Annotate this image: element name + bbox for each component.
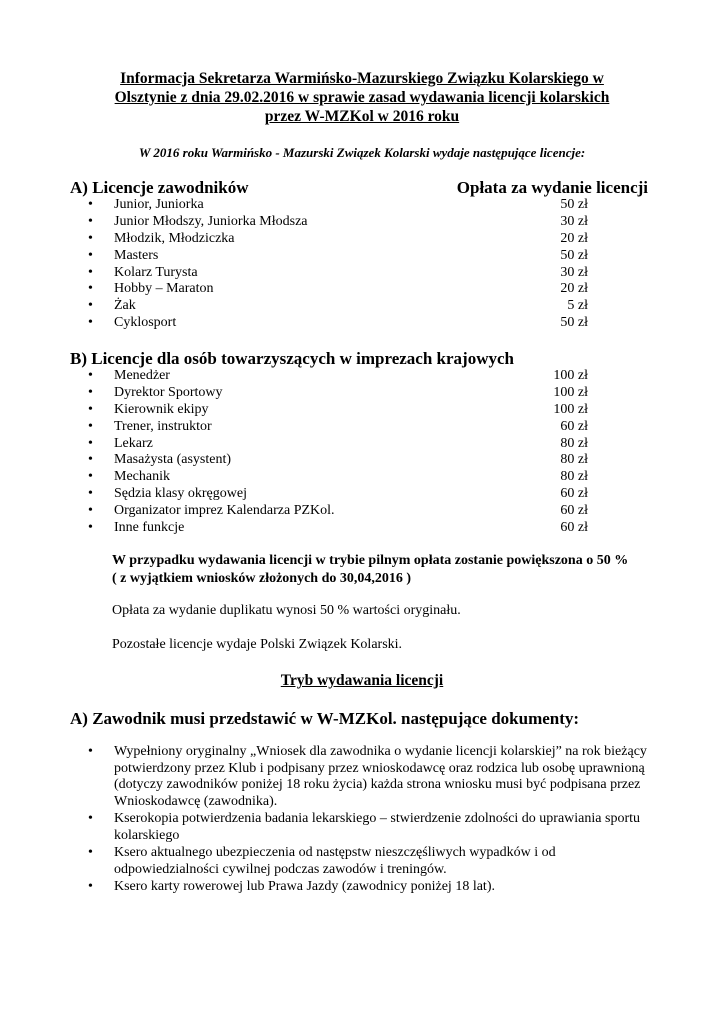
license-price: 80 zł (560, 452, 588, 468)
license-name: Dyrektor Sportowy (114, 384, 223, 400)
urgent-fee-note-line-1: W przypadku wydawania licencji w trybie pilnym opłata zostanie powiększona o 50 % (112, 553, 629, 568)
other-licenses-note: Pozostałe licencje wydaje Polski Związek Kolarski. (112, 637, 403, 652)
license-price: 60 zł (560, 486, 588, 502)
license-name: Masters (114, 247, 159, 263)
urgent-fee-note-line-2: ( z wyjątkiem wniosków złożonych do 30,04,2016 ) (112, 571, 412, 586)
list-item (88, 469, 588, 486)
list-item (88, 368, 588, 385)
list-item (88, 520, 588, 537)
license-price: 30 zł (560, 213, 588, 229)
list-item: • Wypełniony oryginalny „Wniosek dla zawodnika o wydanie licencji kolarskiej” na rok bieżący potwierdzony przez Klub i podpisany przez wnioskodawcę oraz rodzica lub osobę uprawnioną (dotyczy zawodników poniżej 18 roku życia) każda strona wniosku musi być podpisana przez Wnioskodawcę (zawodnika). (88, 744, 648, 810)
list-item (88, 214, 588, 231)
license-price: 50 zł (560, 197, 588, 212)
document-title-line-1: Informacja Sekretarza Warmińsko-Mazurskiego Związku Kolarskiego w (120, 70, 604, 87)
duplicate-fee-note: Opłata za wydanie duplikatu wynosi 50 % wartości oryginału. (112, 603, 461, 618)
license-name: Inne funkcje (114, 520, 185, 536)
license-name: Masażysta (asystent) (114, 452, 232, 468)
list-item (88, 402, 588, 419)
list-item (88, 298, 588, 315)
license-price: 100 zł (553, 368, 588, 383)
license-price: 80 zł (560, 469, 588, 485)
license-price: 50 zł (560, 247, 588, 263)
section-b-heading: B) Licencje dla osób towarzyszących w imprezach krajowych (70, 349, 514, 368)
list-item (88, 419, 588, 436)
list-item: • Ksero aktualnego ubezpieczenia od następstw nieszczęśliwych wypadków i od odpowiedzialności cywilnej podczas zawodów i treningów. (88, 845, 648, 878)
license-name: Organizator imprez Kalendarza PZKol. (114, 503, 335, 519)
license-price: 100 zł (553, 401, 588, 417)
license-name: Młodzik, Młodziczka (114, 230, 235, 246)
document-title-line-2: Olsztynie z dnia 29.02.2016 w sprawie zasad wydawania licencji kolarskich (114, 89, 610, 106)
fee-column-header: Opłata za wydanie licencji (456, 178, 648, 197)
license-price: 5 zł (567, 298, 588, 314)
section-a-list (88, 197, 588, 332)
license-price: 100 zł (553, 384, 588, 400)
license-name: Lekarz (114, 435, 153, 451)
list-item (88, 231, 588, 248)
list-item (88, 315, 588, 332)
list-item (88, 436, 588, 453)
license-name: Trener, instruktor (114, 418, 212, 434)
list-item (88, 385, 588, 402)
license-name: Hobby – Maraton (114, 281, 214, 297)
list-item (88, 197, 588, 214)
license-price: 60 zł (560, 418, 588, 434)
license-name: Żak (114, 298, 136, 314)
license-name: Kolarz Turysta (114, 264, 198, 280)
license-price: 80 zł (560, 435, 588, 451)
license-name: Junior, Juniorka (114, 197, 204, 212)
license-price: 20 zł (560, 230, 588, 246)
license-name: Junior Młodszy, Juniorka Młodsza (114, 213, 308, 229)
license-price: 60 zł (560, 503, 588, 519)
license-name: Mechanik (114, 469, 170, 485)
intro-text: W 2016 roku Warmińsko - Mazurski Związek Kolarski wydaje następujące licencje: (138, 145, 586, 160)
list-item (88, 486, 588, 503)
list-item (88, 265, 588, 282)
license-price: 50 zł (560, 315, 588, 331)
license-price: 20 zł (560, 281, 588, 297)
list-item: • Ksero karty rowerowej lub Prawa Jazdy (zawodnicy poniżej 18 lat). (88, 879, 648, 896)
list-item (88, 248, 588, 265)
license-name: Cyklosport (114, 315, 177, 331)
procedure-subheading: A) Zawodnik musi przedstawić w W-MZKol. następujące dokumenty: (70, 709, 580, 728)
list-item (88, 452, 588, 469)
license-name: Menedżer (114, 368, 170, 383)
list-item (88, 503, 588, 520)
document-title-line-3: przez W-MZKol w 2016 roku (264, 108, 460, 125)
license-price: 30 zł (560, 264, 588, 280)
list-item (88, 281, 588, 298)
license-price: 60 zł (560, 520, 588, 536)
required-documents-list (88, 744, 648, 897)
license-name: Sędzia klasy okręgowej (114, 486, 247, 502)
procedure-heading: Tryb wydawania licencji (280, 672, 444, 689)
section-b-list (88, 368, 588, 537)
license-name: Kierownik ekipy (114, 401, 209, 417)
section-a-heading: A) Licencje zawodników (70, 178, 249, 197)
list-item: • Kserokopia potwierdzenia badania lekarskiego – stwierdzenie zdolności do uprawiania sportu kolarskiego (88, 811, 648, 844)
